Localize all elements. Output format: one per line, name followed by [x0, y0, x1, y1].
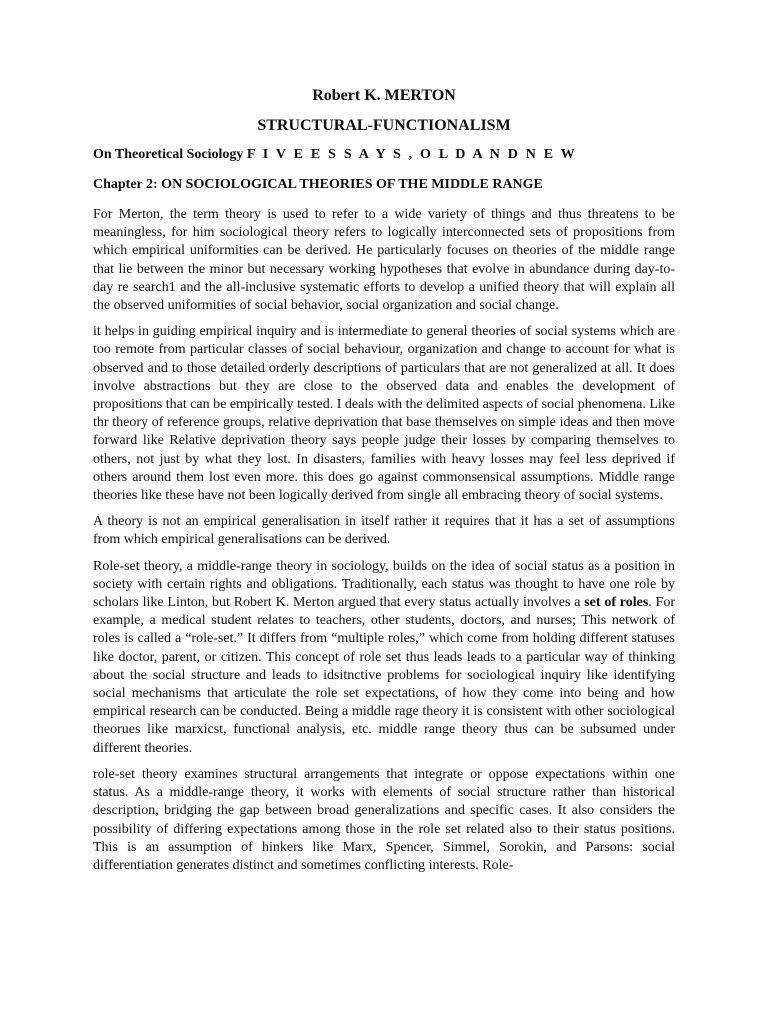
author-title: Robert K. MERTON — [312, 87, 456, 104]
paragraph-2: it helps in guiding empirical inquiry and is intermediate to general theories of social systems which are too remote from particular classes of social behaviour, organization and change to account for what is observed and to those detailed orderly descriptions of particulars that are not generalized at all. It does involve abstractions but they are close to the observed data and enables the development of propositions that can be empirically tested. I deals with the delimited aspects of social phenomena. Like thr theory of reference groups, relative deprivation that base themselves on simple ideas and then move forward like Relative deprivation theory says people judge their losses by comparing themselves to others, not just by what they lost. In disasters, families with heavy losses may feel less deprived if others around them lost even more. this does go against commonsensical assumptions. Middle range theories like these have not been logically derived from single all embracing theory of social systems. — [93, 324, 675, 504]
document-page — [93, 86, 675, 883]
book-title-suffix: F I V E E S S A Y S , O L D A N D N E W — [246, 147, 577, 162]
chapter-heading: Chapter 2: ON SOCIOLOGICAL THEORIES OF THE MIDDLE RANGE — [93, 177, 543, 192]
paragraph-3: A theory is not an empirical generalisation in itself rather it requires that it has a set of assumptions from which empirical generalisations can be derived. — [93, 514, 675, 548]
book-title — [93, 146, 675, 164]
paragraph-5: role-set theory examines structural arrangements that integrate or oppose expectations within one status. As a middle-range theory, it works with elements of social structure rather than historical description, bridging the gap between broad generalizations and specific cases. It also considers the possibility of differing expectations among those in the role set related also to their status positions. This is an assumption of hinkers like Marx, Spencer, Simmel, Sorokin, and Parsons: social differentiation generates distinct and sometimes conflicting interests. Role- — [93, 766, 675, 873]
book-title-prefix: On Theoretical Sociology — [93, 147, 244, 162]
paragraph-4-bold: set of roles — [584, 595, 649, 611]
paragraph-1: For Merton, the term theory is used to refer to a wide variety of things and thus threatens to be meaningless, for him sociological theory refers to logically interconnected sets of propositions from which empirical uniformities can be derived. He particularly focuses on theories of the middle range that lie between the minor but necessary working hypotheses that evolve in abundance during day-to-day re search1 and the all-inclusive systematic efforts to develop a unified theory that will explain all the observed uniformities of social behavior, social organization and social change. — [93, 207, 675, 314]
paragraph-4-text-b: . For example, a medical student relates to teachers, other students, doctors, and nurses; This network of roles is called a “role-set.” It differs from “multiple roles,” which come from holding different statuses like doctor, parent, or citizen. This concept of role set thus leads leads to a particular way of thinking about the social structure and leads to idsitnctive problems for sociological inquiry like identifying social mechanisms that articulate the role set expectations, of how they come into being and how empirical research can be conducted. Being a middle rage theory it is consistent with other sociological theorues like marxicst, functional analysis, etc. middle range theory thus can be subsumed under different theories. — [93, 595, 676, 756]
paragraph-4-text-a: Role-set theory, a middle-range theory in sociology, builds on the idea of social status as a position in society with certain rights and obligations. Traditionally, each status was thought to have one role by scholars like Linton, but Robert K. Merton argued that every status actually involves a — [93, 558, 675, 611]
document-subtitle: STRUCTURAL-FUNCTIONALISM — [257, 117, 511, 134]
paragraph-4 — [93, 558, 675, 758]
